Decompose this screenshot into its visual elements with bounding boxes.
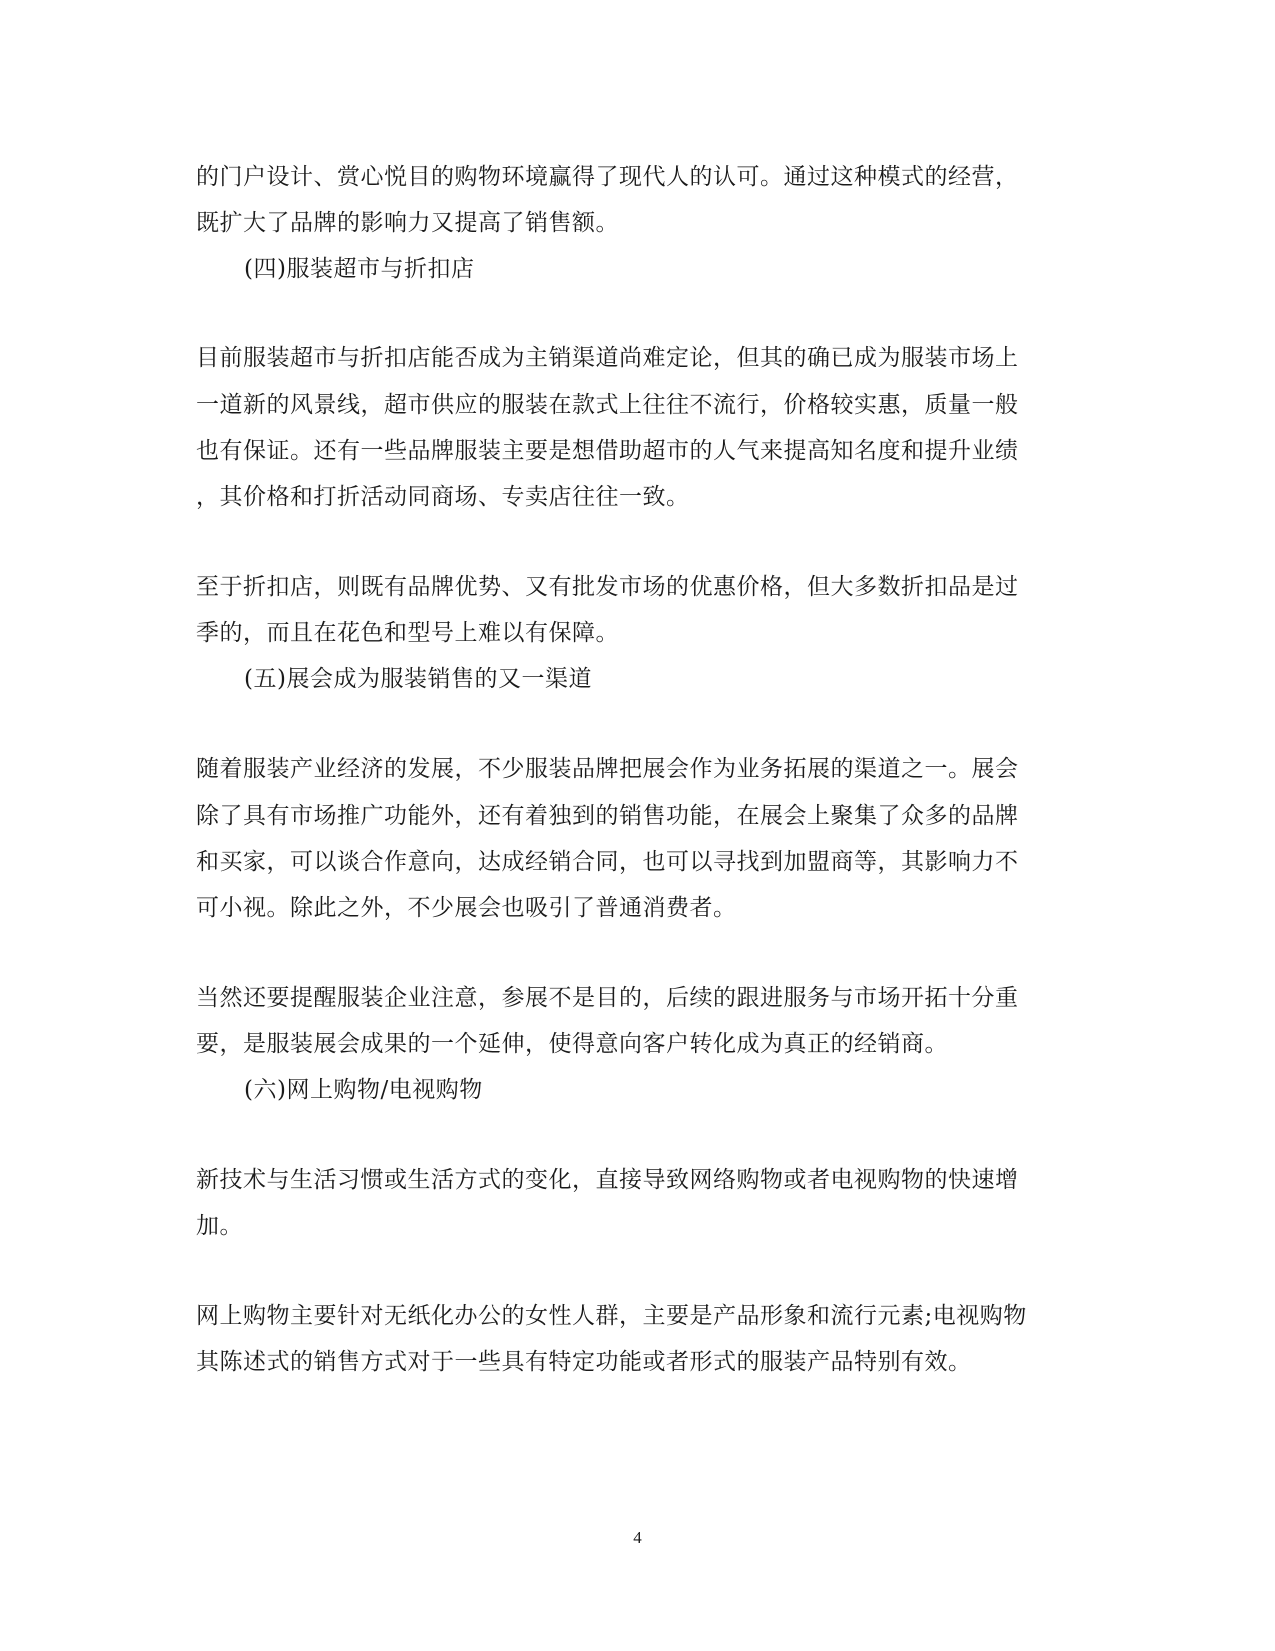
paragraph-line: 其陈述式的销售方式对于一些具有特定功能或者形式的服装产品特别有效。	[196, 1349, 972, 1375]
paragraph-line: 一道新的风景线，超市供应的服装在款式上往往不流行，价格较实惠，质量一般	[196, 392, 1019, 418]
paragraph-line: 除了具有市场推广功能外，还有着独到的销售功能，在展会上聚集了众多的品牌	[196, 803, 1019, 829]
paragraph-line: 新技术与生活习惯或生活方式的变化，直接导致网络购物或者电视购物的快速增	[196, 1167, 1019, 1193]
paragraph-line: 至于折扣店，则既有品牌优势、又有批发市场的优惠价格，但大多数折扣品是过	[196, 574, 1019, 600]
paragraph-line: 和买家，可以谈合作意向，达成经销合同，也可以寻找到加盟商等，其影响力不	[196, 849, 1019, 875]
paragraph-line: 可小视。除此之外，不少展会也吸引了普通消费者。	[196, 895, 737, 921]
section-heading: (四)服装超市与折扣店	[244, 256, 475, 282]
section-heading: (五)展会成为服装销售的又一渠道	[244, 666, 592, 692]
paragraph-line: 季的，而且在花色和型号上难以有保障。	[196, 620, 619, 646]
paragraph-line: 随着服装产业经济的发展，不少服装品牌把展会作为业务拓展的渠道之一。展会	[196, 756, 1019, 782]
paragraph-line: 的门户设计、赏心悦目的购物环境赢得了现代人的认可。通过这种模式的经营，	[196, 164, 1019, 190]
paragraph-line: 既扩大了品牌的影响力又提高了销售额。	[196, 210, 619, 236]
paragraph-line: ，其价格和打折活动同商场、专卖店往往一致。	[196, 484, 690, 510]
paragraph-line: 也有保证。还有一些品牌服装主要是想借助超市的人气来提高知名度和提升业绩	[196, 438, 1019, 464]
page-number: 4	[633, 1528, 642, 1547]
paragraph-line: 目前服装超市与折扣店能否成为主销渠道尚难定论，但其的确已成为服装市场上	[196, 345, 1019, 371]
paragraph-line: 当然还要提醒服装企业注意，参展不是目的，后续的跟进服务与市场开拓十分重	[196, 985, 1019, 1011]
paragraph-line: 要，是服装展会成果的一个延伸，使得意向客户转化成为真正的经销商。	[196, 1031, 948, 1057]
paragraph-line: 网上购物主要针对无纸化办公的女性人群，主要是产品形象和流行元素;电视购物	[196, 1303, 1027, 1329]
section-heading: (六)网上购物/电视购物	[244, 1077, 483, 1103]
paragraph-line: 加。	[196, 1213, 243, 1239]
